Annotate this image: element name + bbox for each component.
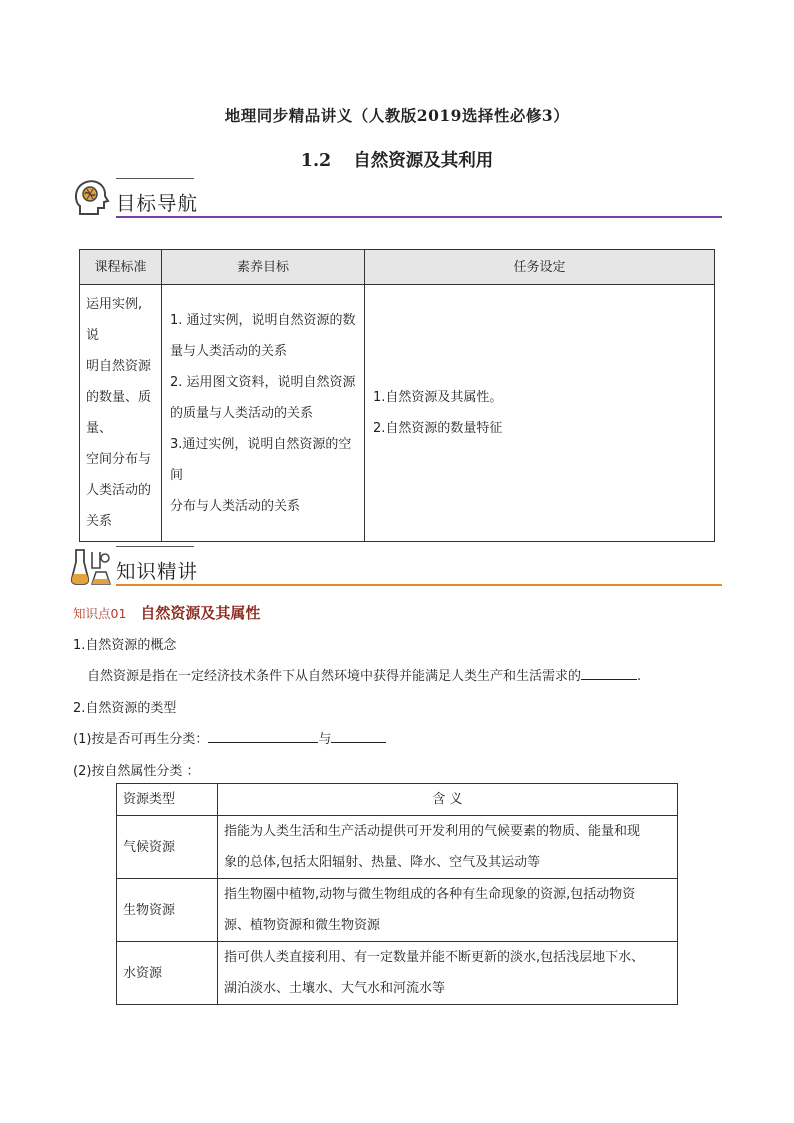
- knowledge-point-heading: [73, 602, 260, 623]
- section-knowledge-rule: [116, 584, 722, 586]
- types-header-meaning: 含 义: [218, 784, 678, 816]
- renew-classification: (1)按是否可再生分类： 与: [73, 728, 386, 747]
- lesson-name: 自然资源及其利用: [353, 151, 494, 171]
- section-deco-line: [116, 178, 194, 179]
- goals-header-literacy: 素养目标: [162, 250, 365, 285]
- goals-literacy-cell: 1. 通过实例，说明自然资源的数 量与人类活动的关系 2. 运用图文资料，说明自然资源 的质量与人类活动的关系 3.通过实例，说明自然资源的空间 分布与人类活动的关系: [162, 285, 365, 542]
- table-row: 生物资源 指生物圈中植物,动物与微生物组成的各种有生命现象的资源,包括动物资 源、植物资源和微生物资源: [117, 879, 678, 942]
- attribute-classification: (2)按自然属性分类 ：: [73, 764, 200, 779]
- section-knowledge-header: [70, 544, 722, 586]
- fill-blank[interactable]: [331, 730, 386, 743]
- section-goals-rule: [116, 216, 722, 218]
- concept-heading: 1.自然资源的概念: [73, 638, 177, 653]
- lesson-number: 1.2: [300, 151, 332, 171]
- document-title: 地理同步精品讲义（人教版2019选择性必修3）: [224, 106, 570, 125]
- section-deco-line: [116, 546, 194, 547]
- table-row: 气候资源 指能为人类生活和生产活动提供可开发利用的气候要素的物质、能量和现 象的总体,包括太阳辐射、热量、降水、空气及其运动等: [117, 816, 678, 879]
- knowledge-point-name: 自然资源及其属性: [140, 604, 261, 622]
- section-goals-header: [70, 176, 722, 218]
- lab-flask-icon: [70, 544, 112, 586]
- lesson-title: [0, 147, 794, 172]
- section-goals-label: 目标导航: [116, 192, 199, 215]
- goals-standard-cell: 运用实例,说 明自然资源 的数量、质量、 空间分布与 人类活动的 关系: [80, 285, 162, 542]
- knowledge-point-tag: 知识点01: [73, 606, 127, 621]
- head-brain-icon: [70, 176, 112, 218]
- resource-types-table: [116, 783, 678, 1005]
- fill-blank[interactable]: [581, 667, 637, 680]
- goals-header-tasks: 任务设定: [365, 250, 715, 285]
- types-header-type: 资源类型: [117, 784, 218, 816]
- section-knowledge-label: 知识精讲: [116, 560, 199, 583]
- types-heading: 2.自然资源的类型: [73, 701, 177, 716]
- fill-blank[interactable]: [208, 730, 318, 743]
- table-row: 水资源 指可供人类直接利用、有一定数量并能不断更新的淡水,包括浅层地下水、 湖泊淡水、土壤水、大气水和河流水等: [117, 942, 678, 1005]
- concept-paragraph: 自然资源是指在一定经济技术条件下从自然环境中获得并能满足人类生产和生活需求的 .: [87, 669, 642, 684]
- goals-tasks-cell: 1.自然资源及其属性。 2.自然资源的数量特征: [365, 285, 715, 542]
- goals-table: [79, 249, 715, 542]
- goals-header-standard: 课程标准: [80, 250, 162, 285]
